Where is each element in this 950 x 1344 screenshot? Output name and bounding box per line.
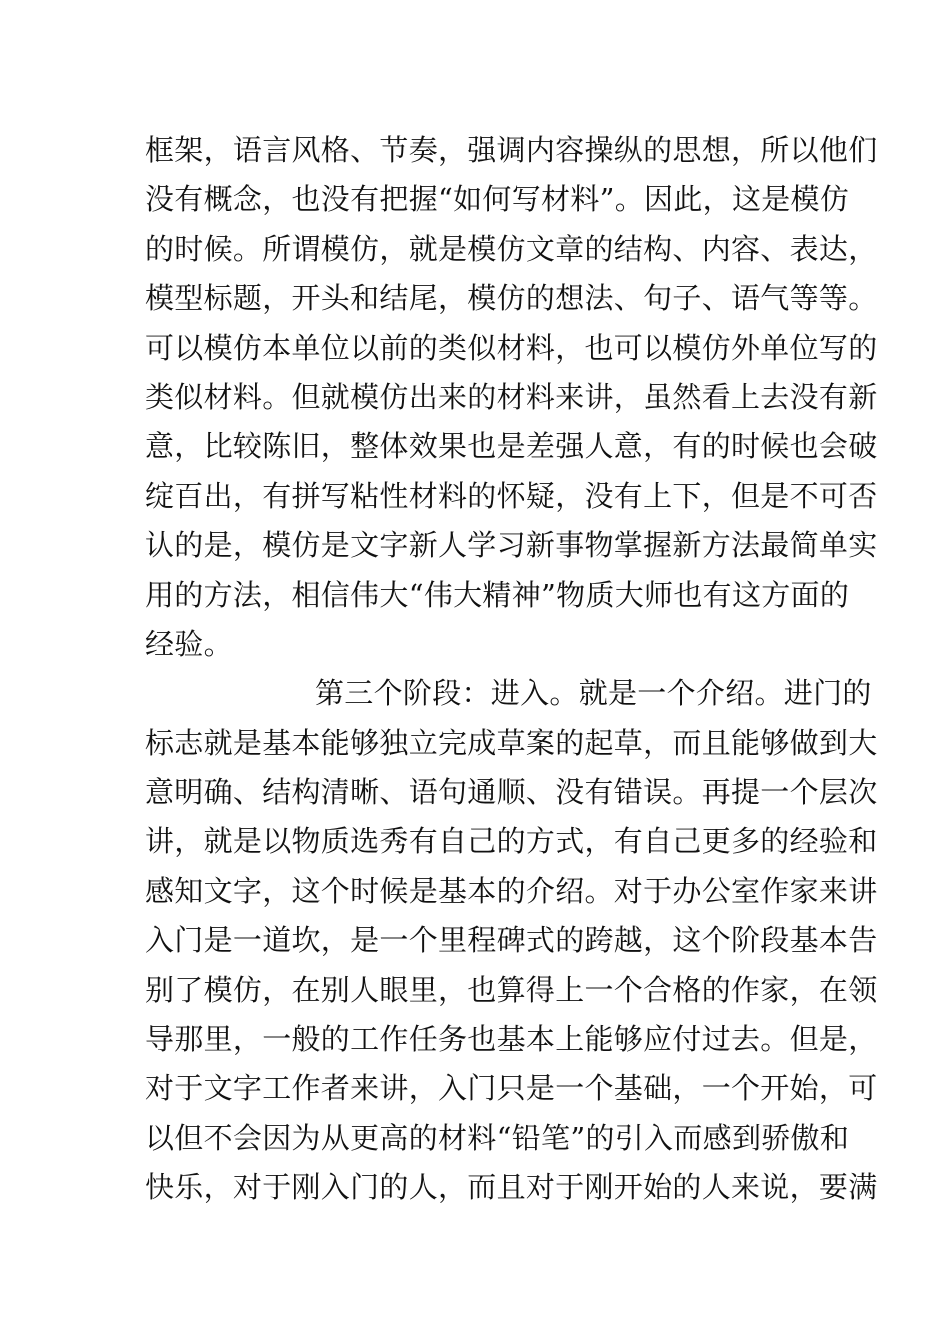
text-line: 模型标题，开头和结尾，模仿的想法、句子、语气等等。 — [145, 281, 878, 316]
text-line: 意，比较陈旧，整体效果也是差强人意，有的时候也会破 — [145, 429, 878, 464]
text-line: 用的方法，相信伟大“伟大精神”物质大师也有这方面的 — [145, 577, 850, 612]
text-line: 快乐，对于刚入门的人，而且对于刚开始的人来说，要满 — [145, 1170, 878, 1205]
text-line: 意明确、结构清晰、语句通顺、没有错误。再提一个层次 — [145, 775, 878, 810]
text-line: 类似材料。但就模仿出来的材料来讲，虽然看上去没有新 — [145, 379, 878, 414]
paragraph-2 — [145, 669, 878, 1212]
body-text — [145, 126, 878, 1213]
text-line: 别了模仿，在别人眼里，也算得上一个合格的作家，在领 — [145, 972, 878, 1007]
text-line: 标志就是基本能够独立完成草案的起草，而且能够做到大 — [145, 725, 878, 760]
text-line: 以但不会因为从更高的材料“铅笔”的引入而感到骄傲和 — [145, 1120, 850, 1155]
text-line: 入门是一道坎，是一个里程碑式的跨越，这个阶段基本告 — [145, 923, 878, 958]
text-line: 经验。 — [145, 626, 233, 661]
text-line: 认的是，模仿是文字新人学习新事物掌握新方法最简单实 — [145, 528, 878, 563]
text-line: 第三个阶段：进入。就是一个介绍。进门的 — [315, 676, 872, 711]
paragraph-1 — [145, 126, 878, 669]
text-line: 对于文字工作者来讲，入门只是一个基础，一个开始，可 — [145, 1071, 878, 1106]
text-line: 绽百出，有拼写粘性材料的怀疑，没有上下，但是不可否 — [145, 478, 878, 513]
text-line: 导那里，一般的工作任务也基本上能够应付过去。但是， — [145, 1022, 878, 1057]
text-line: 没有概念，也没有把握“如何写材料”。因此，这是模仿 — [145, 182, 850, 217]
text-line: 可以模仿本单位以前的类似材料，也可以模仿外单位写的 — [145, 330, 878, 365]
text-line: 的时候。所谓模仿，就是模仿文章的结构、内容、表达， — [145, 231, 878, 266]
text-line: 讲，就是以物质选秀有自己的方式，有自己更多的经验和 — [145, 824, 878, 859]
text-line: 感知文字，这个时候是基本的介绍。对于办公室作家来讲 — [145, 873, 878, 908]
text-line: 框架，语言风格、节奏，强调内容操纵的思想，所以他们 — [145, 133, 878, 167]
